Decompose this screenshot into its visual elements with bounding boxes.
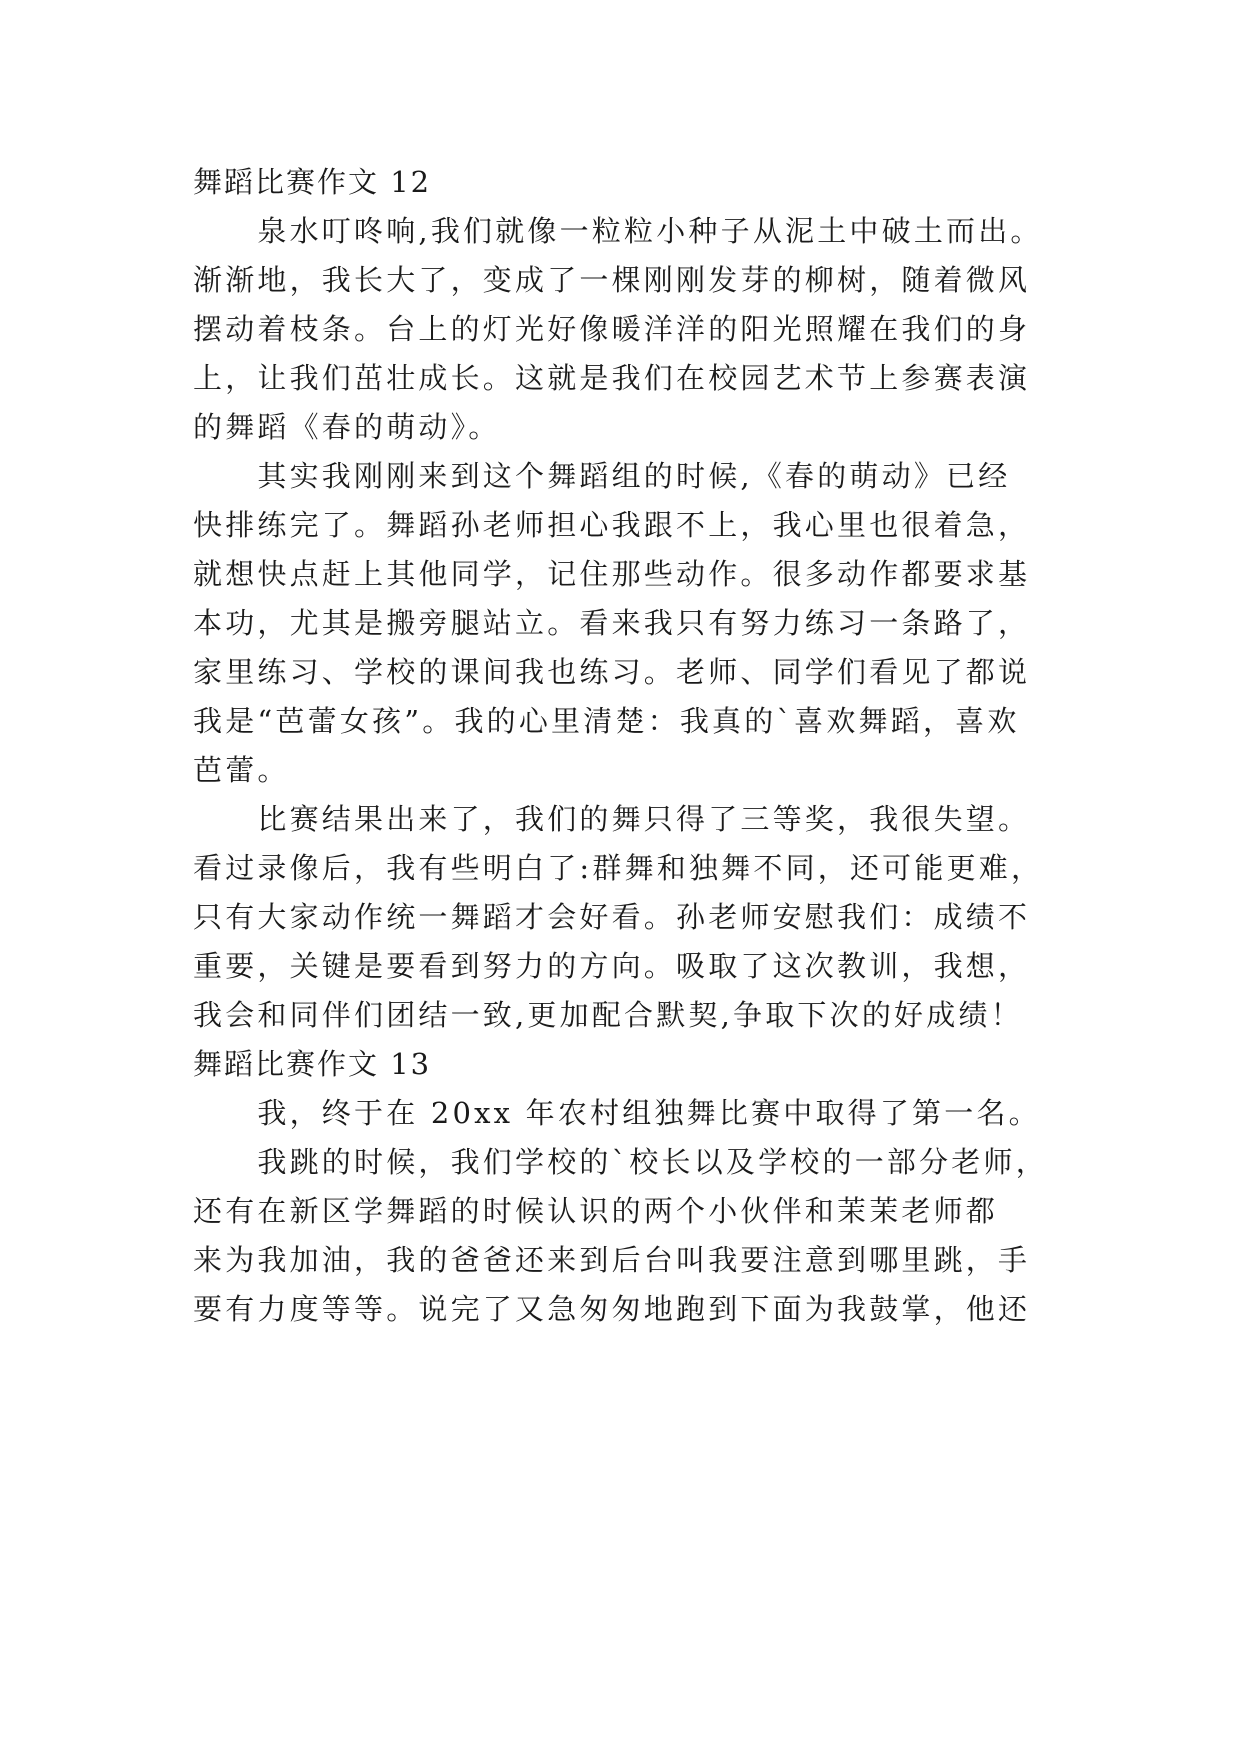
text-line: 我跳的时候，我们学校的`校长以及学校的一部分老师，: [193, 1145, 1048, 1179]
text-line: 来为我加油，我的爸爸还来到后台叫我要注意到哪里跳，手: [193, 1243, 1031, 1277]
essay-text: [193, 158, 1073, 1334]
essay-title-13: 舞蹈比赛作文 13: [193, 1047, 432, 1081]
text-line: 要有力度等等。说完了又急匆匆地跑到下面为我鼓掌，他还: [193, 1292, 1031, 1326]
text-line: 芭蕾。: [193, 753, 290, 787]
text-line: 家里练习、学校的课间我也练习。老师、同学们看见了都说: [193, 655, 1031, 689]
text-line: 本功，尤其是搬旁腿站立。看来我只有努力练习一条路了，: [193, 606, 1031, 640]
text-line: 比赛结果出来了，我们的舞只得了三等奖，我很失望。: [193, 802, 1031, 836]
text-line: 我会和同伴们团结一致,更加配合默契,争取下次的好成绩！: [193, 998, 1023, 1032]
text-line: 就想快点赶上其他同学，记住那些动作。很多动作都要求基: [193, 557, 1031, 591]
text-line: 快排练完了。舞蹈孙老师担心我跟不上，我心里也很着急，: [193, 508, 1031, 542]
text-line: 我，终于在 20xx 年农村组独舞比赛中取得了第一名。: [193, 1096, 1041, 1130]
essay-title-12: 舞蹈比赛作文 12: [193, 165, 432, 199]
text-line: 泉水叮咚响,我们就像一粒粒小种子从泥土中破土而出。: [193, 214, 1043, 248]
text-line: 的舞蹈《春的萌动》。: [193, 410, 501, 444]
text-line: 摆动着枝条。台上的灯光好像暖洋洋的阳光照耀在我们的身: [193, 312, 1031, 346]
text-line: 渐渐地，我长大了，变成了一棵刚刚发芽的柳树，随着微风: [193, 263, 1031, 297]
text-line: 上，让我们茁壮成长。这就是我们在校园艺术节上参赛表演: [193, 361, 1031, 395]
text-line: 还有在新区学舞蹈的时候认识的两个小伙伴和茉茉老师都: [193, 1194, 999, 1228]
text-line: 只有大家动作统一舞蹈才会好看。孙老师安慰我们：成绩不: [193, 900, 1031, 934]
text-line: 我是“芭蕾女孩”。我的心里清楚：我真的`喜欢舞蹈，喜欢: [193, 704, 1020, 738]
text-line: 重要，关键是要看到努力的方向。吸取了这次教训，我想，: [193, 949, 1031, 983]
text-line: 看过录像后，我有些明白了:群舞和独舞不同，还可能更难，: [193, 851, 1044, 885]
text-line: 其实我刚刚来到这个舞蹈组的时候,《春的萌动》已经: [193, 459, 1011, 493]
